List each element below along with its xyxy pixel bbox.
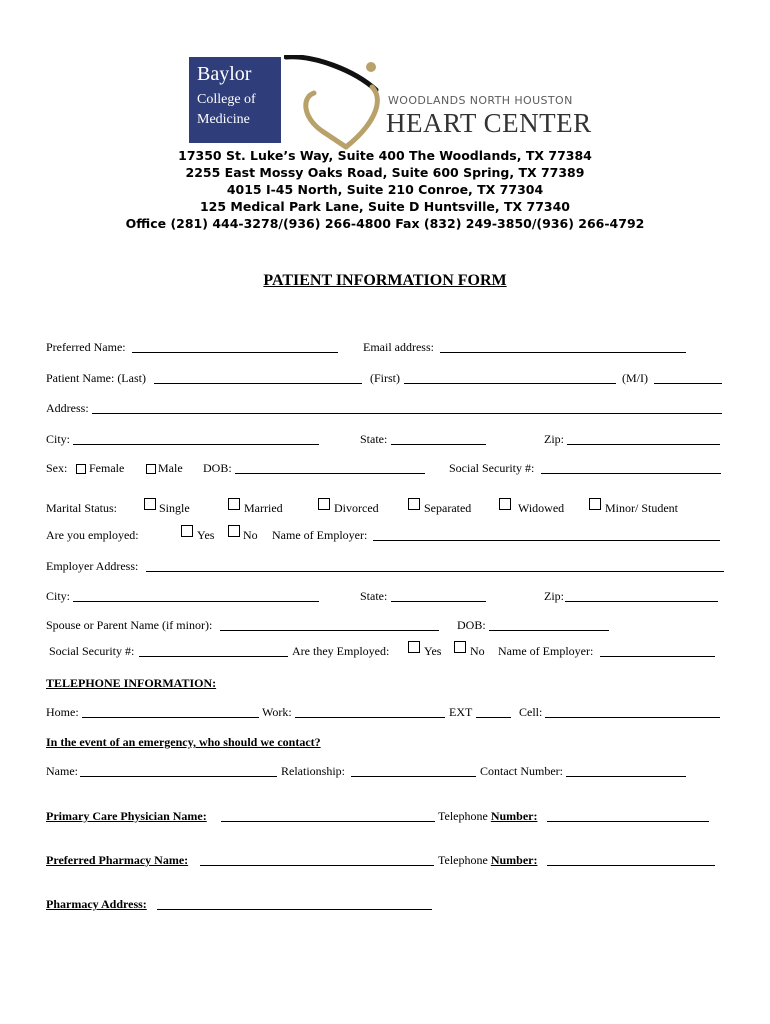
spouse-dob-field[interactable] (489, 630, 609, 631)
marital-minor-student-label: Minor/ Student (605, 501, 679, 515)
marital-widowed-checkbox[interactable] (499, 498, 511, 510)
employed-yes-checkbox[interactable] (181, 525, 193, 537)
pharmacy-address-field[interactable] (157, 909, 432, 910)
center-logo-subtitle: WOODLANDS NORTH HOUSTON (388, 94, 573, 107)
patient-last-name-label: Patient Name: (Last) (46, 371, 146, 385)
zip-field[interactable] (567, 444, 720, 445)
email-label: Email address: (363, 340, 434, 354)
pcp-label: Primary Care Physician Name: (46, 809, 207, 823)
contact-number-field[interactable] (566, 776, 686, 777)
emergency-name-field[interactable] (80, 776, 277, 777)
spouse-employer-label: Name of Employer: (498, 644, 594, 658)
relationship-label: Relationship: (281, 764, 345, 778)
employer-name-field[interactable] (373, 540, 720, 541)
ssn-label: Social Security #: (449, 461, 535, 475)
city-label: City: (46, 432, 71, 446)
pharmacy-name-field[interactable] (200, 865, 434, 866)
they-employed-label: Are they Employed: (292, 644, 390, 658)
employed-yes-label: Yes (197, 528, 215, 542)
marital-single-checkbox[interactable] (144, 498, 156, 510)
marital-status-label: Marital Status: (46, 501, 117, 515)
employer-zip-field[interactable] (565, 601, 718, 602)
address-label: Address: (46, 401, 89, 415)
pcp-telephone-word: Telephone (438, 809, 488, 823)
office-fax-line: Office (281) 444-3278/(936) 266-4800 Fax (832) 249-3850/(936) 266-4792 (125, 216, 645, 231)
contact-number-label: Contact Number: (480, 764, 563, 778)
employer-zip-label: Zip: (544, 589, 564, 603)
marital-married-checkbox[interactable] (228, 498, 240, 510)
they-employed-yes-checkbox[interactable] (408, 641, 420, 653)
marital-widowed-label: Widowed (518, 501, 565, 515)
cell-phone-label: Cell: (519, 705, 543, 719)
marital-divorced-label: Divorced (334, 501, 379, 515)
pharmacy-number-word: Number: (490, 853, 538, 867)
spouse-parent-name-label: Spouse or Parent Name (if minor): (46, 618, 213, 632)
ssn-field[interactable] (541, 473, 721, 474)
baylor-logo (189, 57, 281, 143)
dob-field[interactable] (235, 473, 425, 474)
pcp-telephone-field[interactable] (547, 821, 709, 822)
they-employed-yes-label: Yes (424, 644, 442, 658)
home-phone-field[interactable] (82, 717, 259, 718)
pharmacy-telephone-label (438, 853, 537, 868)
baylor-logo-line3: Medicine (197, 112, 250, 127)
employer-state-label: State: (360, 589, 388, 603)
marital-separated-checkbox[interactable] (408, 498, 420, 510)
address-line-3: 4015 I-45 North, Suite 210 Conroe, TX 77304 (226, 182, 544, 197)
sex-label: Sex: (46, 461, 68, 475)
employed-question-label: Are you employed: (46, 528, 139, 542)
employer-address-field[interactable] (146, 571, 724, 572)
baylor-logo-line2: College of (197, 92, 256, 107)
marital-married-label: Married (244, 501, 283, 515)
male-checkbox[interactable] (146, 464, 156, 474)
marital-divorced-checkbox[interactable] (318, 498, 330, 510)
patient-first-name-label: (First) (370, 371, 400, 385)
baylor-logo-line1: Baylor (197, 63, 252, 85)
address-line-4: 125 Medical Park Lane, Suite D Huntsville, TX 77340 (199, 199, 571, 214)
spouse-parent-name-field[interactable] (220, 630, 439, 631)
email-field[interactable] (440, 352, 686, 353)
center-logo-title: HEART CENTER (386, 108, 592, 138)
marital-separated-label: Separated (424, 501, 472, 515)
work-phone-label: Work: (262, 705, 292, 719)
spouse-ssn-label: Social Security #: (49, 644, 135, 658)
patient-mi-label: (M/I) (622, 371, 648, 385)
employer-name-label: Name of Employer: (272, 528, 368, 542)
city-field[interactable] (73, 444, 319, 445)
pharmacy-telephone-word: Telephone (438, 853, 488, 867)
employer-address-label: Employer Address: (46, 559, 139, 573)
pcp-name-field[interactable] (221, 821, 435, 822)
form-title: PATIENT INFORMATION FORM (263, 272, 507, 289)
state-label: State: (360, 432, 388, 446)
they-employed-no-checkbox[interactable] (454, 641, 466, 653)
dob-label: DOB: (203, 461, 232, 475)
spouse-employer-field[interactable] (600, 656, 715, 657)
emergency-heading: In the event of an emergency, who should we contact? (46, 735, 321, 749)
patient-first-name-field[interactable] (404, 383, 616, 384)
pcp-number-word: Number: (490, 809, 538, 823)
work-phone-field[interactable] (295, 717, 445, 718)
telephone-heading: TELEPHONE INFORMATION: (46, 676, 217, 690)
male-label: Male (158, 461, 183, 475)
pharmacy-telephone-field[interactable] (547, 865, 715, 866)
ext-label: EXT (449, 705, 473, 719)
cell-phone-field[interactable] (545, 717, 720, 718)
spouse-dob-label: DOB: (457, 618, 486, 632)
employed-no-checkbox[interactable] (228, 525, 240, 537)
female-checkbox[interactable] (76, 464, 86, 474)
pharmacy-address-label: Pharmacy Address: (46, 897, 147, 911)
home-phone-label: Home: (46, 705, 79, 719)
marital-single-label: Single (159, 501, 190, 515)
spouse-ssn-field[interactable] (139, 656, 288, 657)
preferred-name-field[interactable] (132, 352, 338, 353)
zip-label: Zip: (544, 432, 564, 446)
female-label: Female (89, 461, 125, 475)
preferred-name-label: Preferred Name: (46, 340, 126, 354)
employer-city-field[interactable] (73, 601, 319, 602)
address-line-2: 2255 East Mossy Oaks Road, Suite 600 Spring, TX 77389 (185, 165, 585, 180)
relationship-field[interactable] (351, 776, 476, 777)
state-field[interactable] (391, 444, 486, 445)
ext-field[interactable] (476, 717, 511, 718)
marital-minor-student-checkbox[interactable] (589, 498, 601, 510)
emergency-name-label: Name: (46, 764, 78, 778)
pcp-telephone-label (438, 809, 537, 824)
patient-mi-field[interactable] (654, 383, 722, 384)
address-line-1: 17350 St. Luke’s Way, Suite 400 The Woodlands, TX 77384 (178, 148, 592, 163)
address-field[interactable] (92, 413, 722, 414)
they-employed-no-label: No (470, 644, 485, 658)
employed-no-label: No (243, 528, 258, 542)
heart-logo-icon (284, 55, 394, 150)
employer-city-label: City: (46, 589, 71, 603)
pharmacy-label: Preferred Pharmacy Name: (46, 853, 189, 867)
employer-state-field[interactable] (391, 601, 486, 602)
patient-last-name-field[interactable] (154, 383, 362, 384)
